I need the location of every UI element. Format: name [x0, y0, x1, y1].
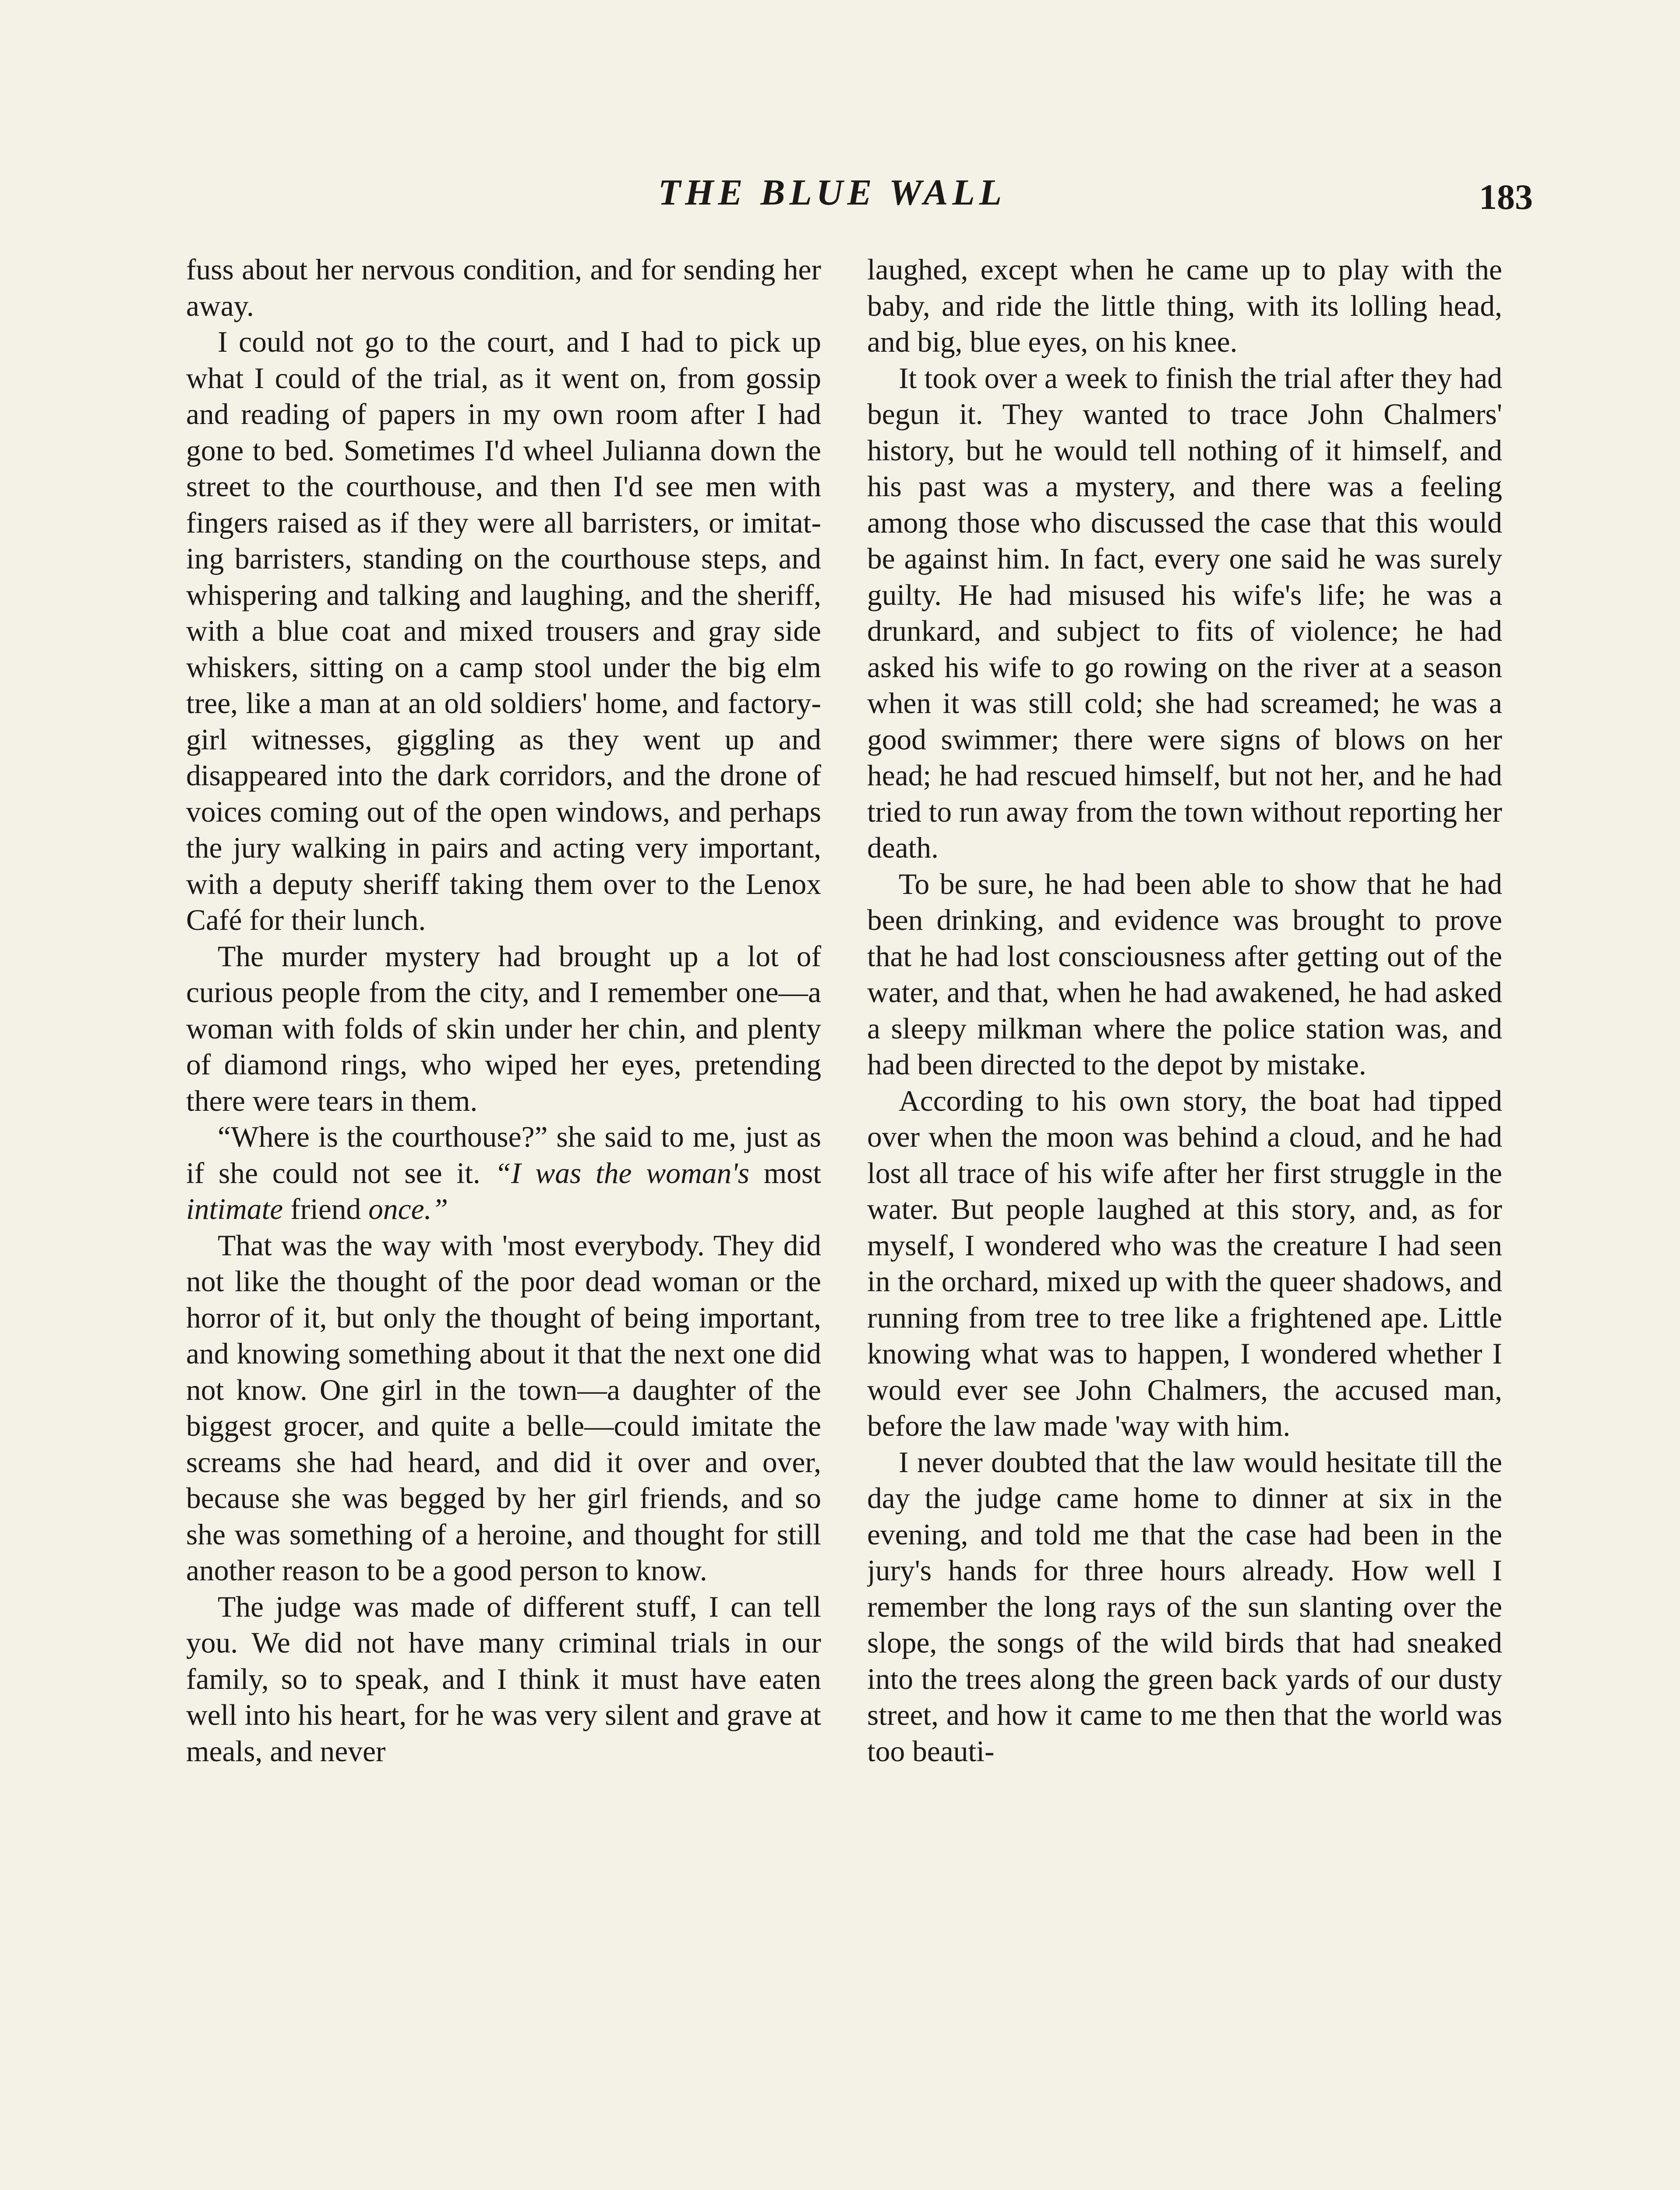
paragraph: That was the way with 'most everybody. They did not like the thought of the poor dead woman or the horror of it, but only the thought of being important, and knowing something about it that the next one did not know. One girl in the town—a daughter of the biggest grocer, and quite a belle—could imitate the screams she had heard, and did it over and over, because she was begged by her girl friends, and so she was something of a heroine, and thought for still another reason to be a good person to know. — [186, 1229, 821, 1587]
paragraph: fuss about her nervous condition, and for sending her away. — [186, 253, 821, 322]
running-head — [0, 169, 1680, 234]
paragraph: According to his own story, the boat had tipped over when the moon was behind a cloud, and he had lost all trace of his wife after her first struggle in the water. But people laughed at this story, and, as for myself, I wondered who was the creature I had seen in the orchard, mixed up with the queer shadows, and running from tree to tree like a frightened ape. Little knowing what was to happen, I wondered whether I would ever see John Chalmers, the accused man, before the law made 'way with him. — [867, 1084, 1502, 1442]
quote-italic-emphasis: once.” — [368, 1193, 448, 1226]
right-column — [867, 252, 1502, 2190]
page-number: 183 — [1479, 177, 1533, 217]
paragraph: I never doubted that the law would hesitate till the day the judge came home to dinner at six in the evening, and told me that the case had been in the jury's hands for three hours already. How well I remember the long rays of the sun slanting over the slope, the songs of the wild birds that had sneaked into the trees along the green back yards of our dusty street, and how it came to me then that the world was too beauti- — [867, 1445, 1502, 1768]
quote-italic-emphasis: woman's — [646, 1156, 749, 1190]
running-title: THE BLUE WALL — [658, 172, 1006, 213]
paragraph: To be sure, he had been able to show that he had been drinking, and evidence was brought to prove that he had lost consciousness after getting out of the water, and that, when he had awakened, he had asked a sleepy milkman where the police station was, and had been directed to the depot by mistake. — [867, 867, 1502, 1081]
quote-italic-emphasis: intimate — [186, 1193, 283, 1226]
paragraph: The murder mystery had brought up a lot of curious people from the city, and I remember one—a woman with folds of skin under her chin, and plenty of diamond rings, who wiped her eyes, pretending there were tears in them. — [186, 940, 821, 1117]
paragraph-quote — [186, 1119, 821, 1228]
paragraph: laughed, except when he came up to play with the baby, and ride the little thing, with its lolling head, and big, blue eyes, on his knee. — [867, 253, 1502, 358]
quote-text: “Where is the courthouse?” she said to me, just as if she could not see it. — [186, 1120, 821, 1190]
paragraph: The judge was made of different stuff, I can tell you. We did not have many criminal trials in our family, so to speak, and I think it must have eaten well into his heart, for he was very silent and grave at meals, and never — [186, 1590, 821, 1768]
quote-text: friend — [283, 1193, 369, 1226]
left-column — [186, 252, 821, 2190]
quote-text: most — [749, 1156, 821, 1190]
quote-italic: “I was the — [494, 1156, 646, 1190]
paragraph: It took over a week to finish the trial after they had begun it. They wanted to trace John Chalmers' history, but he would tell nothing of it himself, and his past was a mystery, and there was a feeling among those who discussed the case that this would be against him. In fact, every one said he was surely guilty. He had misused his wife's life; he was a drunkard, and subject to fits of violence; he had asked his wife to go rowing on the river at a season when it was still cold; she had screamed; he was a good swimmer; there were signs of blows on her head; he had rescued himself, but not her, and he had tried to run away from the town without reporting her death. — [867, 361, 1502, 864]
paragraph: I could not go to the court, and I had to pick up what I could of the trial, as it went on, from gossip and reading of papers in my own room after I had gone to bed. Sometimes I'd wheel Julianna down the street to the courthouse, and then I'd see men with fingers raised as if they were all barristers, or imitating barristers, standing on the courthouse steps, and whispering and talking and laughing, and the sheriff, with a blue coat and mixed trousers and gray side whiskers, sitting on a camp stool under the big elm tree, like a man at an old soldiers' home, and factory-girl witnesses, giggling as they went up and disappeared into the dark corridors, and the drone of voices coming out of the open windows, and perhaps the jury walking in pairs and acting very important, with a deputy sheriff taking them over to the Lenox Café for their lunch. — [186, 325, 821, 936]
